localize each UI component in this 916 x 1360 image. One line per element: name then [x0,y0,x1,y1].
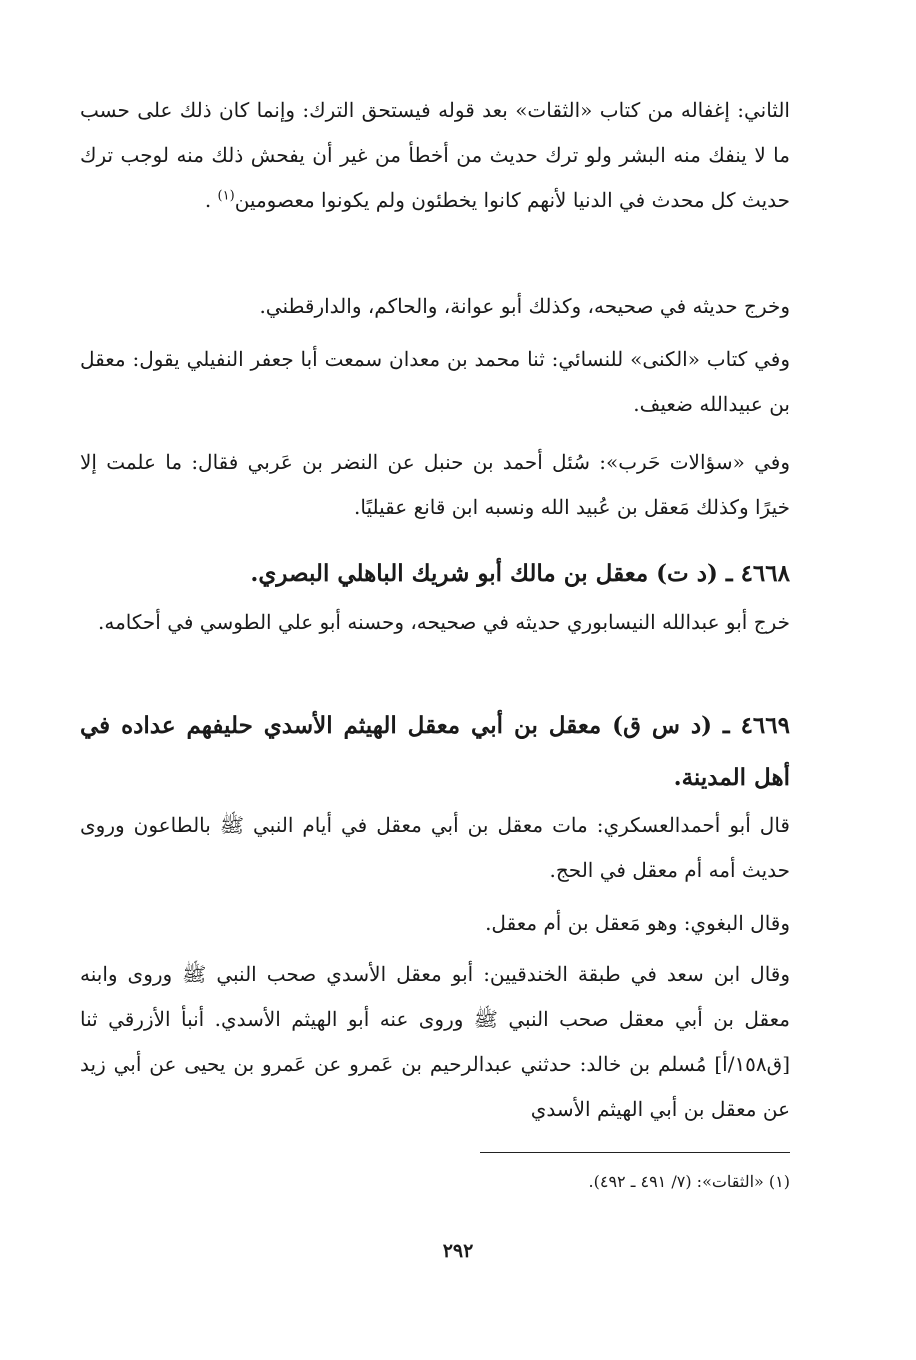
page-number-text: ٢٩٢ [442,1240,474,1262]
paragraph-text: وخرج حديثه في صحيحه، وكذلك أبو عوانة، والحاكم، والدارقطني. [259,294,790,318]
paragraph-tail: . [204,188,218,212]
entry-4669-heading [80,700,790,804]
entry-4669-askari [80,803,790,893]
paragraph-text: وفي «سؤالات حَرب»: سُئل أحمد بن حنبل عن النضر بن عَربي فقال: ما علمت إلا خيرًا وكذلك مَعقل بن عُبيد الله ونسبه ابن قانع عقيليًا. [80,450,790,519]
paragraph-text: وقال ابن سعد في طبقة الخندقيين: أبو معقل الأسدي صحب النبي ﷺ وروى وابنه معقل بن أبي معقل صحب النبي ﷺ وروى عنه أبو الهيثم الأسدي. أنبأ الأزرقي ثنا [ق١٥٨/أ] مُسلم بن خالد: حدثني عبدالرحيم بن عَمرو عن عَمرو بن يحيى عن أبي زيد عن معقل بن أبي الهيثم الأسدي [80,962,791,1121]
entry-4669-baghawi [80,901,790,946]
entry-4668-heading [80,548,790,600]
footnote-text: (١) «الثقات»: (٧/ ٤٩١ ـ ٤٩٢). [588,1172,790,1191]
paragraph-text: الثاني: إغفاله من كتاب «الثقات» بعد قوله فيستحق الترك: وإنما كان ذلك على حسب ما لا ينفك منه البشر ولو ترك حديث من أخطأ من غير أن يفحش ذلك منه لوجب ترك حديث كل محدث في الدنيا لأنهم كانوا يخطئون ولم يكونوا معصومين [80,98,790,212]
paragraph-text: قال أبو أحمدالعسكري: مات معقل بن أبي معقل في أيام النبي ﷺ بالطاعون وروى حديث أمه أم معقل في الحج. [80,813,790,882]
paragraph-text: وقال البغوي: وهو مَعقل بن أم معقل. [485,911,790,935]
entry-4668-body [80,600,790,645]
paragraph-suaalat-harb [80,440,790,530]
page-number [0,1240,916,1262]
footnote [80,1168,790,1196]
paragraph-sahih-sources [80,284,790,329]
paragraph-text: خرج أبو عبدالله النيسابوري حديثه في صحيحه، وحسنه أبو علي الطوسي في أحكامه. [97,610,790,634]
entry-4669-ibn-sad [80,952,790,1132]
entry-heading-text: ٤٦٦٩ ـ (د س ق) معقل بن أبي معقل الهيثم الأسدي حليفهم عداده في أهل المدينة. [80,712,790,791]
paragraph-text: وفي كتاب «الكنى» للنسائي: ثنا محمد بن معدان سمعت أبا جعفر النفيلي يقول: معقل بن عبيدالله ضعيف. [80,347,790,416]
footnote-marker: (١) [217,188,235,204]
entry-heading-text: ٤٦٦٨ ـ (د ت) معقل بن مالك أبو شريك الباهلي البصري. [250,560,790,587]
paragraph-thiqat-objection [80,88,790,223]
paragraph-kuna-nasai [80,337,790,427]
footnote-separator [480,1152,790,1153]
